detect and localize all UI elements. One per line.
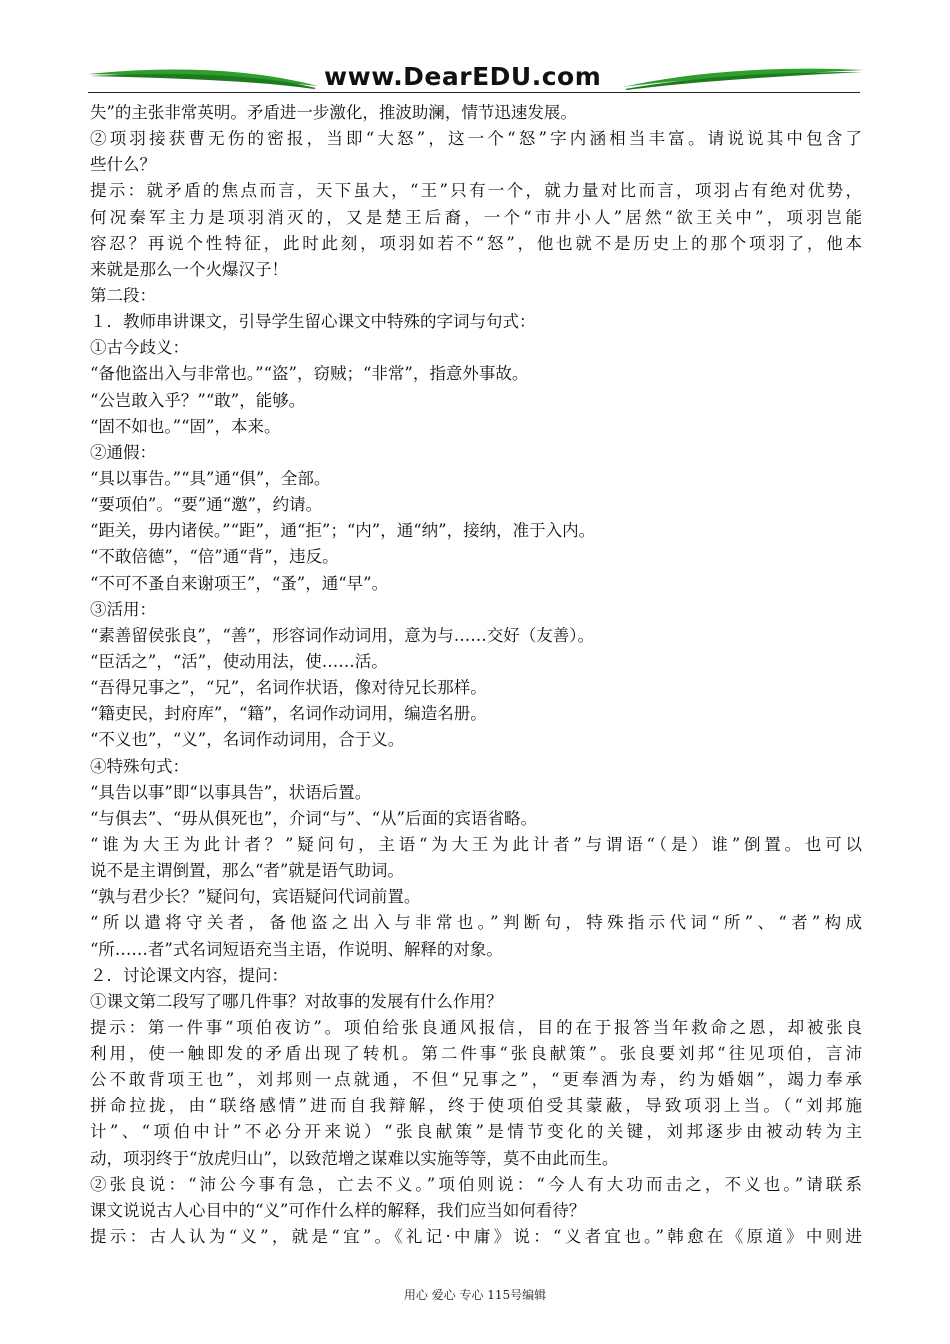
text-line: ②通假： [90, 442, 156, 462]
text-line: “不义也”，“义”，名词作动词用，合于义。 [90, 730, 405, 750]
text-line: ②张良说：“沛公今事有急，亡去不义。”项伯则说：“今人有大功而击之，不义也。”请联系 [90, 1174, 862, 1194]
text-line: ①课文第二段写了哪几件事？对故事的发展有什么作用？ [90, 991, 503, 1011]
text-line: “所以遣将守关者，备他盗之出入与非常也。”判断句，特殊指示代词“所”、“者”构成 [90, 913, 862, 933]
text-line: 说不是主谓倒置，那么“者”就是语气助词。 [90, 861, 404, 881]
text-line: 提示：就矛盾的焦点而言，天下虽大，“王”只有一个，就力量对比而言，项羽占有绝对优势， [90, 181, 862, 201]
text-line: “孰与君少长？”疑问句，宾语疑问代词前置。 [90, 887, 421, 907]
text-line: “所……者”式名词短语充当主语，作说明、解释的对象。 [90, 939, 503, 959]
page-footer: 用心 爱心 专心 115号编辑 [403, 1288, 547, 1302]
text-line: “距关，毋内诸侯。”“距”，通“拒”；“内”，通“纳”，接纳，准于入内。 [90, 521, 596, 541]
text-line: ①古今歧义： [90, 338, 189, 358]
text-line: “臣活之”，“活”，使动用法，使……活。 [90, 651, 388, 671]
text-line: 第二段： [90, 285, 156, 305]
text-line: “不可不蚤自来谢项王”，“蚤”，通“早”。 [90, 573, 389, 593]
text-line: “公岂敢入乎？”“敢”，能够。 [90, 390, 306, 410]
text-line: ２．讨论课文内容，提问： [90, 965, 288, 985]
text-line: “与俱去”、“毋从俱死也”，介词“与”、“从”后面的宾语省略。 [90, 808, 537, 828]
header-rule [88, 92, 860, 93]
site-logo[interactable]: www.DearEDU.com [324, 62, 602, 91]
text-line: “不敢倍德”，“倍”通“背”，违反。 [90, 547, 339, 567]
text-line: 公不敢背项王也”，刘邦则一点就通，不但“兄事之”，“更奉酒为寿，约为婚姻”，竭力奉承 [90, 1070, 862, 1090]
text-line: “固不如也。”“固”，本来。 [90, 416, 281, 436]
text-line: ③活用： [90, 599, 156, 619]
text-line: 来就是那么一个火爆汉子！ [90, 259, 288, 279]
text-line: “籍吏民，封府库”，“籍”，名词作动词用，编造名册。 [90, 704, 487, 724]
text-line: 利用，使一触即发的矛盾出现了转机。第二件事“张良献策”。张良要刘邦“往见项伯，言沛 [90, 1044, 862, 1064]
text-line: 些什么？ [90, 155, 156, 175]
text-line: “谁为大王为此计者？”疑问句，主语“为大王为此计者”与谓语“（是）谁”倒置。也可以 [90, 834, 862, 854]
text-line: 提示：第一件事“项伯夜访”。项伯给张良通风报信，目的在于报答当年救命之恩，却被张良 [90, 1017, 862, 1037]
text-line: １．教师串讲课文，引导学生留心课文中特殊的字词与句式： [90, 312, 536, 332]
text-line: “素善留侯张良”，“善”，形容词作动词用，意为与……交好（友善）。 [90, 625, 594, 645]
text-line: 课文说说古人心目中的“义”可作什么样的解释，我们应当如何看待？ [90, 1200, 586, 1220]
text-line: 何况秦军主力是项羽消灭的，又是楚王后裔，一个“市井小人”居然“欲王关中”，项羽岂能 [90, 207, 862, 227]
text-line: 拼命拉拢，由“联络感情”进而自我辩解，终于使项伯受其蒙蔽，导致项羽上当。（“刘邦施 [90, 1096, 862, 1116]
text-line: 失”的主张非常英明。矛盾进一步激化，推波助澜，情节迅速发展。 [90, 103, 577, 122]
header-banner [88, 60, 864, 94]
text-line: ②项羽接获曹无伤的密报，当即“大怒”，这一个“怒”字内涵相当丰富。请说说其中包含了 [90, 129, 862, 149]
text-line: 计”、“项伯中计”不必分开来说）“张良献策”是情节变化的关键，刘邦逐步由被动转为主 [90, 1122, 862, 1142]
text-line: “具告以事”即“以事具告”，状语后置。 [90, 782, 372, 802]
text-line: 动，项羽终于“放虎归山”，以致范增之谋难以实施等等，莫不由此而生。 [90, 1148, 619, 1168]
document-body [90, 100, 862, 1250]
text-line: 容忍？再说个性特征，此时此刻，项羽如若不“怒”，他也就不是历史上的那个项羽了，他本 [90, 233, 862, 253]
text-line: “要项伯”。“要”通“邀”，约请。 [90, 495, 323, 515]
text-line: “吾得兄事之”，“兄”，名词作状语，像对待兄长那样。 [90, 678, 487, 698]
text-line: “具以事告。”“具”通“俱”，全部。 [90, 468, 331, 488]
text-line: ④特殊句式： [90, 756, 189, 776]
text-line: “备他盗出入与非常也。”“盗”，窃贼；“非常”，指意外事故。 [90, 364, 529, 384]
text-line: 提示：古人认为“义”，就是“宜”。《礼记·中庸》说：“义者宜也。”韩愈在《原道》中则进 [90, 1227, 862, 1247]
